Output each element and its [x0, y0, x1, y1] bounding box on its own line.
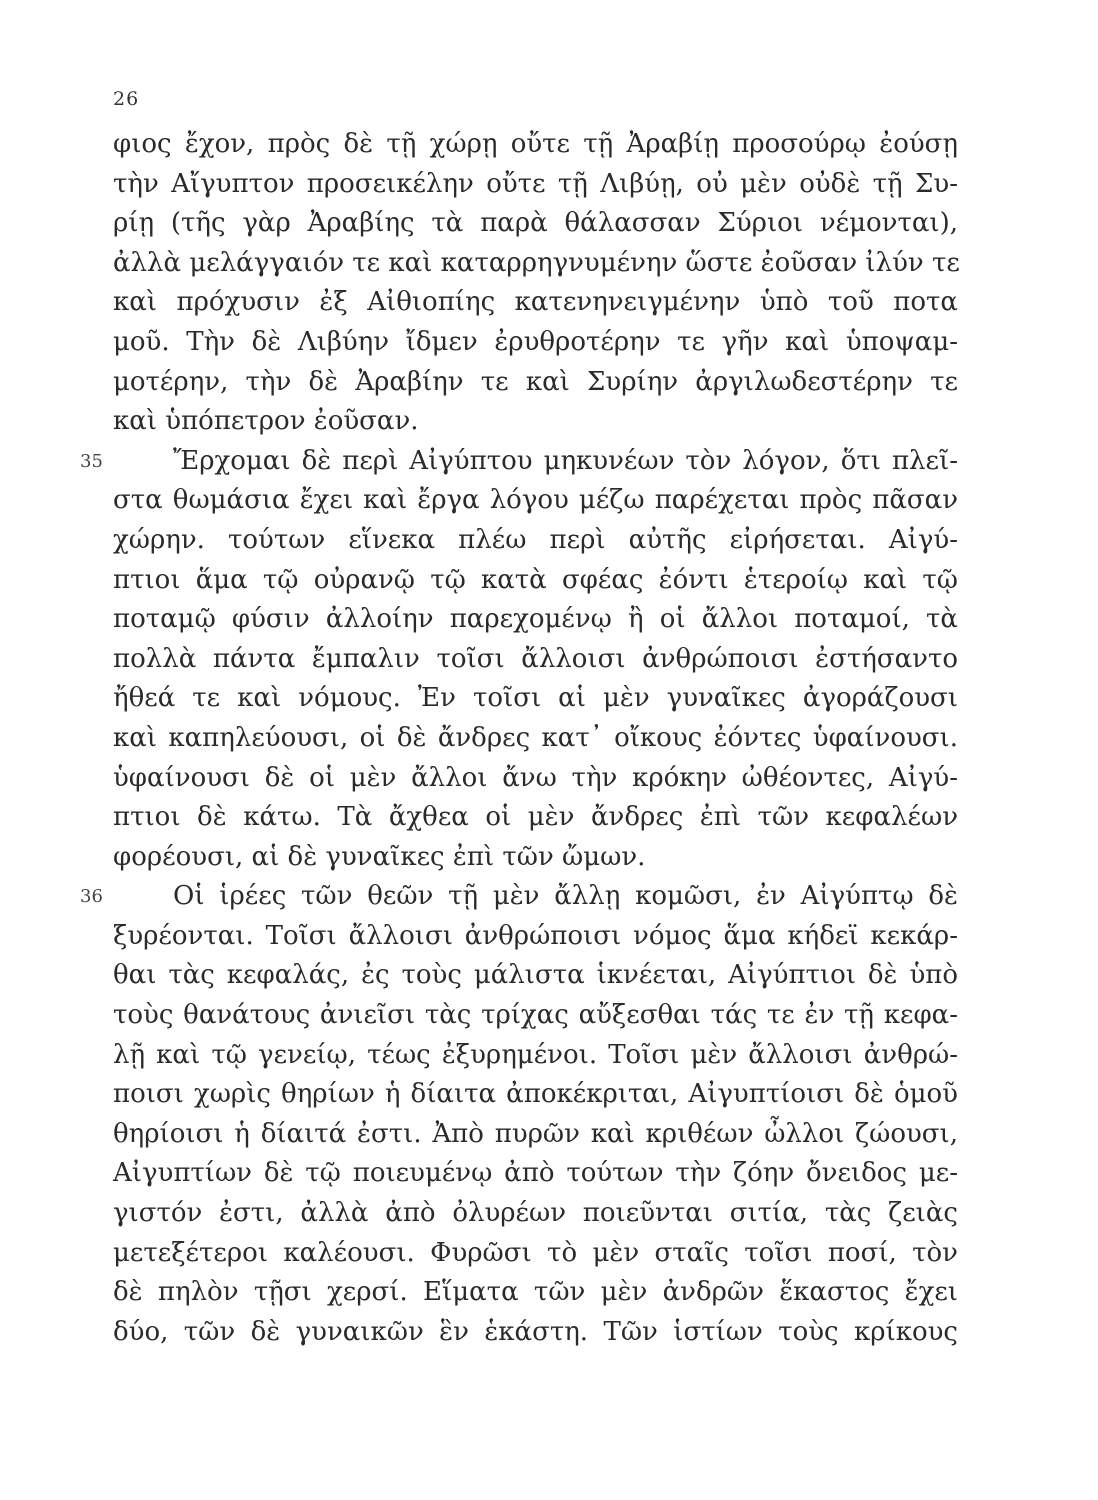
section-36-first-line — [80, 877, 958, 917]
text-line: γιστόν ἐστι, ἀλλὰ ἀπὸ ὀλυρέων ποιεῦνται σιτία, τὰς ζειὰς — [113, 1198, 958, 1229]
text-line: δύο, τῶν δὲ γυναικῶν ἓν ἑκάστη. Τῶν ἱστίων τοὺς κρίκους — [113, 1316, 958, 1347]
text-line: μοτέρην, τὴν δὲ Ἀραβίην τε καὶ Συρίην ἀργιλωδεστέρην τε — [113, 366, 958, 397]
text-line: καὶ πρόχυσιν ἐξ Αἰθιοπίης κατενηνειγμένην ὑπὸ τοῦ ποτα — [113, 287, 958, 318]
text-line: μοῦ. Τὴν δὲ Λιβύην ἴδμεν ἐρυθροτέρην τε γῆν καὶ ὑποψαμ- — [113, 326, 958, 357]
text-line: στα θωμάσια ἔχει καὶ ἔργα λόγου μέζω παρέχεται πρὸς πᾶσαν — [113, 485, 958, 516]
text-line: χώρην. τούτων εἵνεκα πλέω περὶ αὐτῆς εἰρήσεται. Αἰγύ- — [113, 524, 958, 555]
text-line: θαι τὰς κεφαλάς, ἐς τοὺς μάλιστα ἱκνέεται, Αἰγύπτιοι δὲ ὑπὸ — [113, 960, 958, 991]
text-line: πτιοι ἅμα τῷ οὐρανῷ τῷ κατὰ σφέας ἐόντι ἑτεροίῳ καὶ τῷ — [113, 564, 958, 595]
text-line: τὴν Αἴγυπτον προσεικέλην οὔτε τῇ Λιβύῃ, οὐ μὲν οὐδὲ τῇ Συ- — [113, 168, 958, 199]
page-number: 26 — [113, 88, 140, 110]
text-line: ρίῃ (τῆς γὰρ Ἀραβίης τὰ παρὰ θάλασσαν Σύριοι νέμονται), — [113, 208, 958, 239]
text-line: τοὺς θανάτους ἀνιεῖσι τὰς τρίχας αὔξεσθαι τάς τε ἐν τῇ κεφα- — [113, 1000, 958, 1031]
text-line: φορέουσι, αἱ δὲ γυναῖκες ἐπὶ τῶν ὤμων. — [113, 841, 646, 872]
text-line: ἀλλὰ μελάγγαιόν τε καὶ καταρρηγνυμένην ὥστε ἐοῦσαν ἰλύν τε — [113, 247, 960, 278]
body-text — [80, 125, 960, 1352]
text-line: φιος ἔχον, πρὸς δὲ τῇ χώρῃ οὔτε τῇ Ἀραβίῃ προσούρῳ ἐούσῃ — [113, 129, 958, 159]
text-line: δὲ πηλὸν τῇσι χερσί. Εἵματα τῶν μὲν ἀνδρῶν ἕκαστος ἔχει — [113, 1277, 958, 1308]
text-line: καὶ ὑπόπετρον ἐοῦσαν. — [113, 406, 419, 437]
text-line: καὶ καπηλεύουσι, οἱ δὲ ἄνδρες κατ᾽ οἴκους ἐόντες ὑφαίνουσι. — [113, 722, 958, 753]
text-line: ποταμῷ φύσιν ἀλλοίην παρεχομένῳ ἢ οἱ ἄλλοι ποταμοί, τὰ — [113, 604, 958, 635]
text-line: Ἔρχομαι δὲ περὶ Αἰγύπτου μηκυνέων τὸν λόγον, ὅτι πλεῖ- — [173, 445, 958, 476]
text-line: πολλὰ πάντα ἔμπαλιν τοῖσι ἄλλοισι ἀνθρώποισι ἐστήσαντο — [113, 643, 958, 674]
section-number-35: 35 — [80, 450, 103, 472]
section-35-first-line — [80, 442, 958, 482]
text-line: ποισι χωρὶς θηρίων ἡ δίαιτα ἀποκέκριται, Αἰγυπτίοισι δὲ ὁμοῦ — [113, 1079, 958, 1110]
text-line: μετεξέτεροι καλέουσι. Φυρῶσι τὸ μὲν σταῖς τοῖσι ποσί, τὸν — [113, 1237, 958, 1268]
text-line: ὑφαίνουσι δὲ οἱ μὲν ἄλλοι ἄνω τὴν κρόκην ὠθέοντες, Αἰγύ- — [113, 762, 958, 793]
text-line: Οἱ ἱρέες τῶν θεῶν τῇ μὲν ἄλλῃ κομῶσι, ἐν Αἰγύπτῳ δὲ — [173, 881, 958, 912]
text-line: λῇ καὶ τῷ γενείῳ, τέως ἐξυρημένοι. Τοῖσι μὲν ἄλλοισι ἀνθρώ- — [113, 1039, 958, 1070]
text-line: θηρίοισι ἡ δίαιτά ἐστι. Ἀπὸ πυρῶν καὶ κριθέων ὦλλοι ζώουσι, — [113, 1118, 958, 1149]
section-number-36: 36 — [80, 886, 103, 908]
text-line: ξυρέονται. Τοῖσι ἄλλοισι ἀνθρώποισι νόμος ἅμα κήδεϊ κεκάρ- — [113, 920, 958, 951]
text-line: πτιοι δὲ κάτω. Τὰ ἄχθεα οἱ μὲν ἄνδρες ἐπὶ τῶν κεφαλέων — [113, 802, 958, 833]
text-line: ἤθεά τε καὶ νόμους. Ἐν τοῖσι αἱ μὲν γυναῖκες ἀγοράζουσι — [113, 683, 958, 714]
text-line: Αἰγυπτίων δὲ τῷ ποιευμένῳ ἀπὸ τούτων τὴν ζόην ὄνειδος με- — [113, 1158, 958, 1189]
